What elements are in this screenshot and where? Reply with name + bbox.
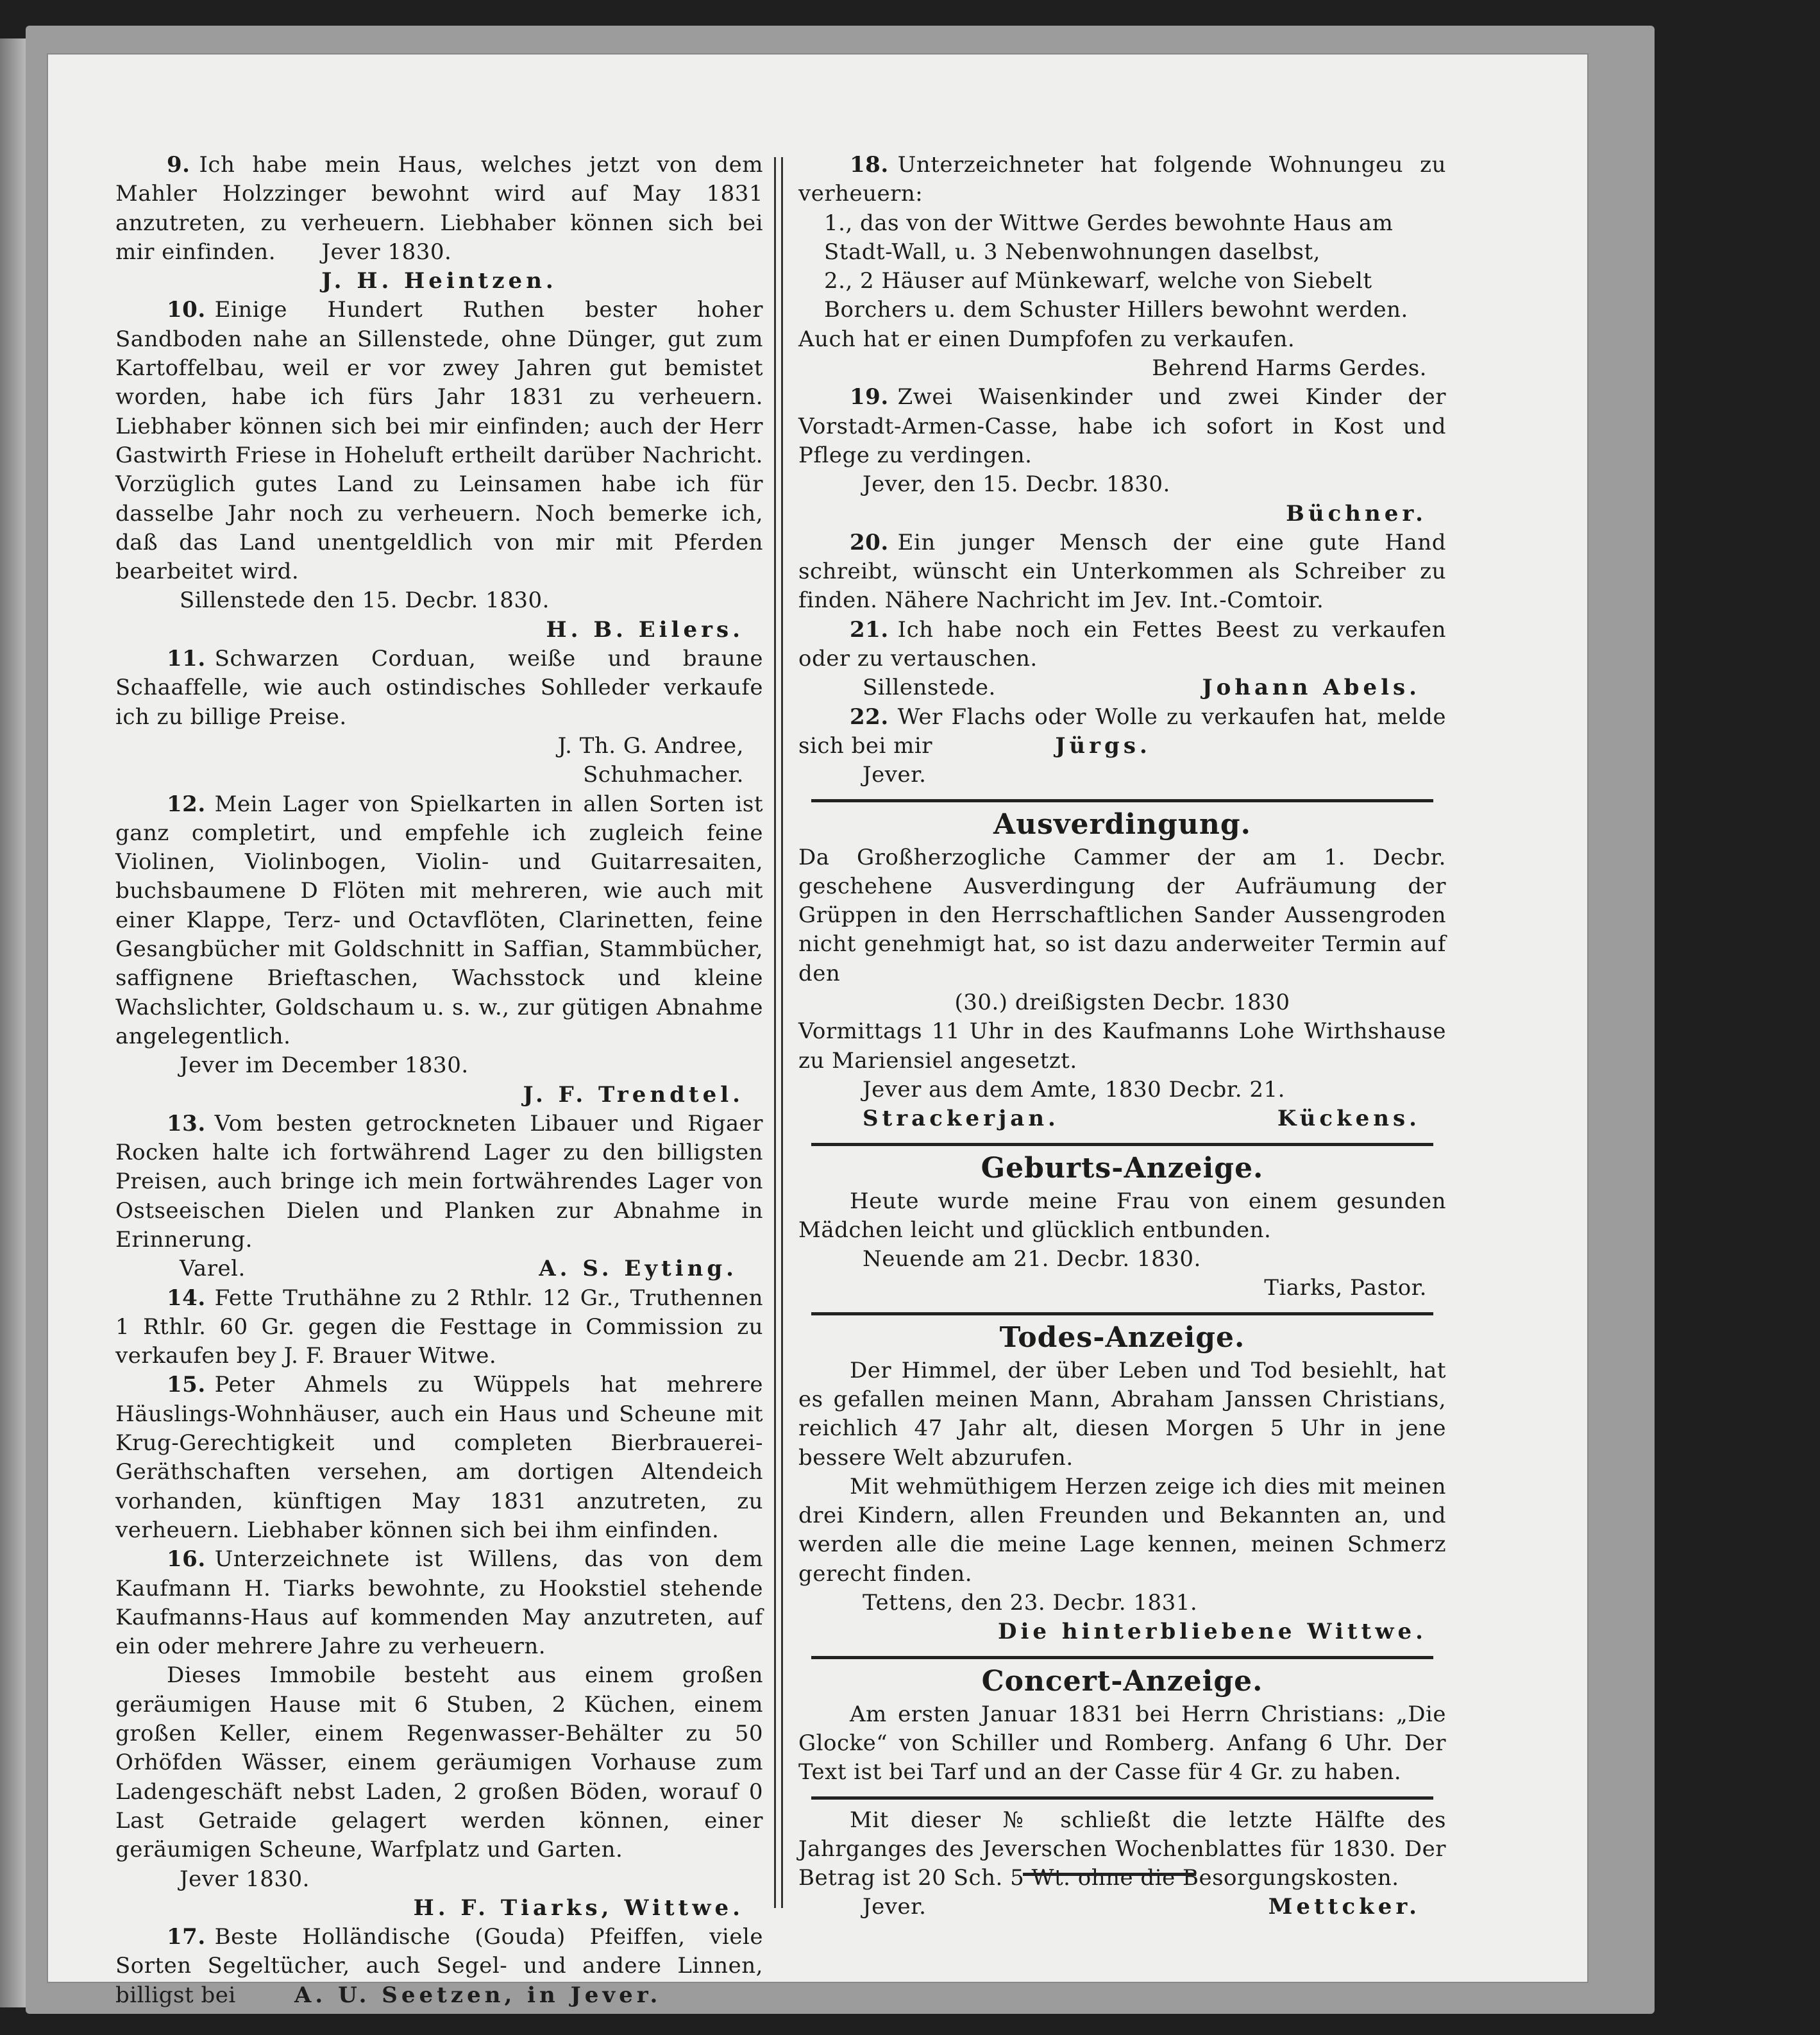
left-column bbox=[115, 151, 763, 2010]
notice-text-continued: Auch hat er einen Dumpfofen zu verkaufen. bbox=[798, 326, 1295, 352]
section-heading: Ausverdingung. bbox=[993, 807, 1251, 841]
notice-place: Jever. bbox=[863, 1894, 927, 1920]
notice-18 bbox=[798, 151, 1446, 383]
todes-anzeige bbox=[798, 1322, 1446, 1647]
notice-text: Der Himmel, der über Leben und Tod besiehlt, hat es gefallen meinen Mann, Abraham Janssen Christians, reichlich 47 Jahr alt, diesen Morgen 5 Uhr in jene bessere Welt abzurufen. bbox=[798, 1357, 1446, 1471]
notice-signature: H. B. Eilers. bbox=[546, 616, 744, 643]
notice-signature: Die hinterbliebene Wittwe. bbox=[998, 1619, 1427, 1645]
list-item: 2., 2 Häuser auf Münkewarf, welche von Siebelt Borchers u. dem Schuster Hillers bewohnt werden. bbox=[824, 268, 1408, 323]
notice-number: 13. bbox=[167, 1110, 206, 1136]
notice-signature-left: Strackerjan. bbox=[863, 1106, 1059, 1132]
notice-text: Vom besten getrockneten Libauer und Rigaer Rocken halte ich fortwährend Lager zu den billigsten Preisen, auch bringe ich mein fortwährendes Lager von Ostseeischen Dielen und Planken zur Abnahme in Erinnerung. bbox=[115, 1110, 763, 1253]
end-rule bbox=[1023, 1873, 1196, 1876]
notice-text-continued: Dieses Immobile besteht aus einem großen geräumigen Hause mit 6 Stuben, 2 Küchen, einem großen Keller, einem Regenwasser-Behälter zu 50 Orhöfden Wässer, einem geräumigen Vorhause zum Ladengeschäft nebst Laden, 2 großen Böden, worauf 0 Last Getraide gelagert werden können, einer geräumigen Scheune, Warfplatz und Garten. bbox=[115, 1662, 763, 1863]
notice-place: Jever, den 15. Decbr. 1830. bbox=[863, 471, 1170, 498]
notice-signature: J. H. Heintzen. bbox=[321, 268, 557, 294]
notice-place: Jever im December 1830. bbox=[180, 1052, 469, 1079]
notice-text-continued: Mit wehmüthigem Herzen zeige ich dies mit meinen drei Kindern, allen Freunden und Bekannten an, und werden alle die meine Lage kennen, meinen Schmerz gerecht finden. bbox=[798, 1473, 1446, 1587]
notice-text: Unterzeichnete ist Willens, das von dem Kaufmann H. Tiarks bewohnte, zu Hookstiel stehende Kaufmanns-Haus auf kommenden May anzutreten, auf ein oder mehrere Jahre zu verheuern. bbox=[115, 1546, 763, 1660]
notice-signature-right: Kückens. bbox=[1277, 1106, 1420, 1132]
notice-place: Varel. bbox=[180, 1256, 246, 1282]
notice-17 bbox=[115, 1923, 763, 2010]
list-item: 1., das von der Wittwe Gerdes bewohnte Haus am Stadt-Wall, u. 3 Nebenwohnungen daselbst, bbox=[824, 210, 1394, 265]
notice-signature: A. U. Seetzen, in Jever. bbox=[294, 1982, 662, 2008]
notice-number: 19. bbox=[850, 384, 889, 410]
notice-number: 17. bbox=[167, 1924, 206, 1950]
section-heading: Todes-Anzeige. bbox=[999, 1321, 1245, 1354]
column-divider bbox=[774, 157, 783, 1908]
notice-text-continued: Vormittags 11 Uhr in des Kaufmanns Lohe Wirthshause zu Mariensiel angesetzt. bbox=[798, 1018, 1446, 1074]
notice-signature-title: Schuhmacher. bbox=[583, 762, 744, 788]
notice-place: Neuende am 21. Decbr. 1830. bbox=[863, 1246, 1201, 1272]
section-heading: Concert-Anzeige. bbox=[981, 1664, 1263, 1698]
notice-number: 14. bbox=[167, 1285, 206, 1311]
notice-text: Peter Ahmels zu Wüppels hat mehrere Häuslings-Wohnhäuser, auch ein Haus und Scheune mit Krug-Gerechtigkeit und completen Bierbrauerei-Geräthschaften versehen, am dortigen Altendeich vorhanden, künftigen May 1831 anzutreten, zu verheuern. Liebhaber können sich bei ihm einfinden. bbox=[115, 1372, 763, 1543]
closing-notice bbox=[798, 1806, 1446, 1922]
notice-text: Fette Truthähne zu 2 Rthlr. 12 Gr., Truthennen 1 Rthlr. 60 Gr. gegen die Festtage in Commission zu verkaufen bey J. F. Brauer Witwe. bbox=[115, 1285, 763, 1369]
notice-place: Jever 1830. bbox=[321, 239, 452, 265]
notice-20 bbox=[798, 528, 1446, 616]
notice-text: Ich habe mein Haus, welches jetzt von dem Mahler Holzzinger bewohnt wird auf May 1831 anzutreten, zu verheuern. Liebhaber können sich bei mir einfinden. bbox=[115, 152, 763, 265]
notice-text: Unterzeichneter hat folgende Wohnungeu zu verheuern: bbox=[798, 152, 1446, 207]
notice-text: Schwarzen Corduan, weiße und braune Schaaffelle, wie auch ostindisches Sohlleder verkaufe ich zu billige Preise. bbox=[115, 646, 763, 730]
notice-place: Sillenstede. bbox=[863, 675, 996, 701]
notice-9 bbox=[115, 151, 763, 296]
notice-signature: Johann Abels. bbox=[1202, 675, 1420, 701]
notice-place: Jever 1830. bbox=[180, 1866, 310, 1892]
notice-place: Jever aus dem Amte, 1830 Decbr. 21. bbox=[863, 1076, 1285, 1102]
geburts-anzeige bbox=[798, 1153, 1446, 1303]
notice-text: Einige Hundert Ruthen bester hoher Sandboden nahe an Sillenstede, ohne Dünger, gut zum Kartoffelbau, weil er vor zwey Jahren gut bemistet worden, habe ich fürs Jahr 1831 zu verheuern. Liebhaber können sich bei mir einfinden; auch der Herr Gastwirth Friese in Hoheluft ertheilt darüber Nachricht. Vorzüglich gutes Land zu Leinsamen habe ich für dasselbe Jahr noch zu verheuern. Noch bemerke ich, daß das Land unentgeldlich von mir mit Pferden bearbeitet wird. bbox=[115, 297, 763, 585]
notice-21 bbox=[798, 616, 1446, 703]
notice-signature: J. F. Trendtel. bbox=[523, 1081, 744, 1108]
notice-signature: Büchner. bbox=[1286, 500, 1427, 527]
notice-signature: Behrend Harms Gerdes. bbox=[1152, 355, 1427, 382]
notice-number: 20. bbox=[850, 529, 889, 555]
notice-place: Tettens, den 23. Decbr. 1831. bbox=[863, 1590, 1198, 1616]
newspaper-page bbox=[48, 55, 1587, 2008]
notice-signature: Mettcker. bbox=[1268, 1894, 1420, 1920]
notice-22 bbox=[798, 703, 1446, 790]
notice-12 bbox=[115, 790, 763, 1110]
section-rule bbox=[811, 1656, 1433, 1659]
notice-text: Da Großherzogliche Cammer der am 1. Decbr. geschehene Ausverdingung der Aufräumung der Grüppen in den Herrschaftlichen Sander Aussengroden nicht genehmigt hat, so ist dazu anderweiter Termin auf den bbox=[798, 844, 1446, 986]
notice-text: Am ersten Januar 1831 bei Herrn Christians: „Die Glocke“ von Schiller und Romberg. Anfang 6 Uhr. Der Text ist bei Tarf und an der Casse für 4 Gr. zu haben. bbox=[798, 1701, 1446, 1786]
notice-number: 15. bbox=[167, 1372, 206, 1398]
notice-number: 9. bbox=[167, 152, 190, 178]
notice-number: 16. bbox=[167, 1546, 206, 1573]
notice-16 bbox=[115, 1545, 763, 1923]
right-column bbox=[798, 151, 1446, 1922]
notice-13 bbox=[115, 1110, 763, 1284]
notice-text: Mein Lager von Spielkarten in allen Sorten ist ganz completirt, und empfehle ich zugleich feine Violinen, Violinbogen, Violin- und Guitarresaiten, buchsbaumene D Flöten mit mehreren, wie auch mit einer Klappe, Terz- und Octavflöten, Clarinetten, feine Gesangbücher mit Goldschnitt in Saffian, Stammbücher, saffignene Brieftaschen, Wachsstock und kleine Wachslichter, Goldschaum u. s. w., zur gütigen Abnahme angelegentlich. bbox=[115, 791, 763, 1049]
concert-anzeige bbox=[798, 1666, 1446, 1787]
ausverdingung-notice bbox=[798, 809, 1446, 1134]
notice-15 bbox=[115, 1371, 763, 1545]
notice-signature: J. Th. G. Andree, bbox=[557, 732, 744, 759]
notice-place: Jever. bbox=[863, 762, 927, 788]
notice-signature: H. F. Tiarks, Wittwe. bbox=[413, 1895, 744, 1921]
notice-date-line: (30.) dreißigsten Decbr. 1830 bbox=[954, 990, 1290, 1016]
notice-signature: A. S. Eyting. bbox=[539, 1256, 737, 1282]
section-rule bbox=[811, 799, 1433, 802]
notice-signature: Tiarks, Pastor. bbox=[1264, 1275, 1427, 1301]
notice-text: Mit dieser № schließt die letzte Hälfte des Jahrganges des Jeverschen Wochenblattes für 1830. Der Betrag ist 20 Sch. 5 Wt. ohne die Besorgungskosten. bbox=[798, 1807, 1446, 1891]
notice-text: Wer Flachs oder Wolle zu verkaufen hat, melde sich bei mir bbox=[798, 704, 1446, 759]
notice-text: Beste Holländische (Gouda) Pfeiffen, viele Sorten Segeltücher, auch Segel- und andere Linnen, billigst bei bbox=[115, 1924, 763, 2008]
notice-place: Sillenstede den 15. Decbr. 1830. bbox=[180, 587, 550, 614]
section-rule bbox=[811, 1143, 1433, 1146]
notice-signature: Jürgs. bbox=[1055, 732, 1151, 759]
notice-10 bbox=[115, 296, 763, 645]
section-heading: Geburts-Anzeige. bbox=[981, 1151, 1264, 1185]
notice-number: 11. bbox=[167, 646, 206, 672]
notice-11 bbox=[115, 645, 763, 790]
notice-number: 10. bbox=[167, 297, 206, 323]
notice-number: 12. bbox=[167, 791, 206, 817]
notice-number: 18. bbox=[850, 152, 889, 178]
notice-text: Zwei Waisenkinder und zwei Kinder der Vorstadt-Armen-Casse, habe ich sofort in Kost und Pflege zu verdingen. bbox=[798, 384, 1446, 468]
notice-number: 21. bbox=[850, 616, 889, 643]
notice-text: Heute wurde meine Frau von einem gesunden Mädchen leicht und glücklich entbunden. bbox=[798, 1188, 1446, 1243]
notice-text: Ich habe noch ein Fettes Beest zu verkaufen oder zu vertauschen. bbox=[798, 616, 1446, 672]
notice-14 bbox=[115, 1284, 763, 1371]
notice-text: Ein junger Mensch der eine gute Hand schreibt, wünscht ein Unterkommen als Schreiber zu finden. Nähere Nachricht im Jev. Int.-Comtoir. bbox=[798, 529, 1446, 614]
notice-19 bbox=[798, 383, 1446, 528]
notice-number: 22. bbox=[850, 704, 889, 730]
section-rule bbox=[811, 1796, 1433, 1800]
section-rule bbox=[811, 1312, 1433, 1315]
